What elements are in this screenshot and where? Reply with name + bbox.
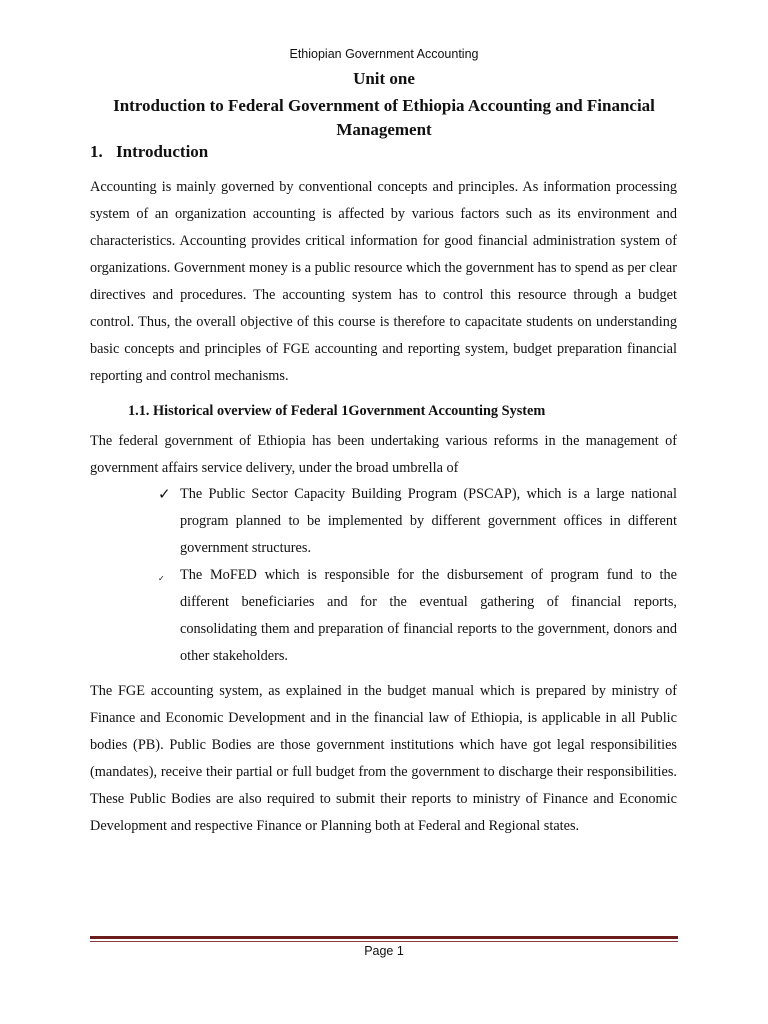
list-item: The MoFED which is responsible for the disbursement of program fund to the different beneficiaries and for the eventual gathering of financial reports, consolidating them and preparation of financial reports to the government, donors and other stakeholders.: [180, 567, 677, 664]
footer-divider-thin: [90, 941, 678, 942]
document-title: Introduction to Federal Government of Ethiopia Accounting and Financial Management: [113, 96, 655, 139]
list-item: The Public Sector Capacity Building Program (PSCAP), which is a large national program planned to be implemented by different government offices in different government structures.: [180, 486, 677, 556]
unit-title: Unit one: [353, 69, 415, 88]
subsection-heading: 1.1. Historical overview of Federal 1Government Accounting System: [128, 403, 546, 419]
checkmark-icon: ✓: [158, 574, 165, 583]
subsection-intro: The federal government of Ethiopia has been undertaking various reforms in the management of government affairs service delivery, under the broad umbrella of: [90, 433, 677, 476]
section-title: Introduction: [116, 142, 209, 161]
footer-divider: [90, 936, 678, 939]
running-header: Ethiopian Government Accounting: [289, 47, 479, 61]
page-number: Page 1: [364, 944, 404, 958]
checkmark-icon: ✓: [158, 485, 171, 503]
section-heading: [90, 142, 208, 162]
section-number: 1.: [90, 142, 103, 161]
body-paragraph: The FGE accounting system, as explained in the budget manual which is prepared by ministry of Finance and Economic Development and in the financial law of Ethiopia, is applicable in all Public bodies (PB). Public Bodies are those government institutions which have got legal responsibilities (mandates), receive their partial or full budget from the government to discharge their responsibilities. These Public Bodies are also required to submit their reports to ministry of Finance and Economic Development and respective Finance or Planning both at Federal and Regional states.: [90, 683, 677, 834]
intro-paragraph: Accounting is mainly governed by conventional concepts and principles. As information processing system of an organization accounting is affected by various factors such as its environment and characteristics. Accounting provides critical information for good financial administration system of organizations. Government money is a public resource which the government has to spend as per clear directives and procedures. The accounting system has to control this resource through a budget control. Thus, the overall objective of this course is therefore to capacitate students on understanding basic concepts and principles of FGE accounting and reporting system, budget preparation financial reporting and control mechanisms.: [90, 179, 677, 384]
